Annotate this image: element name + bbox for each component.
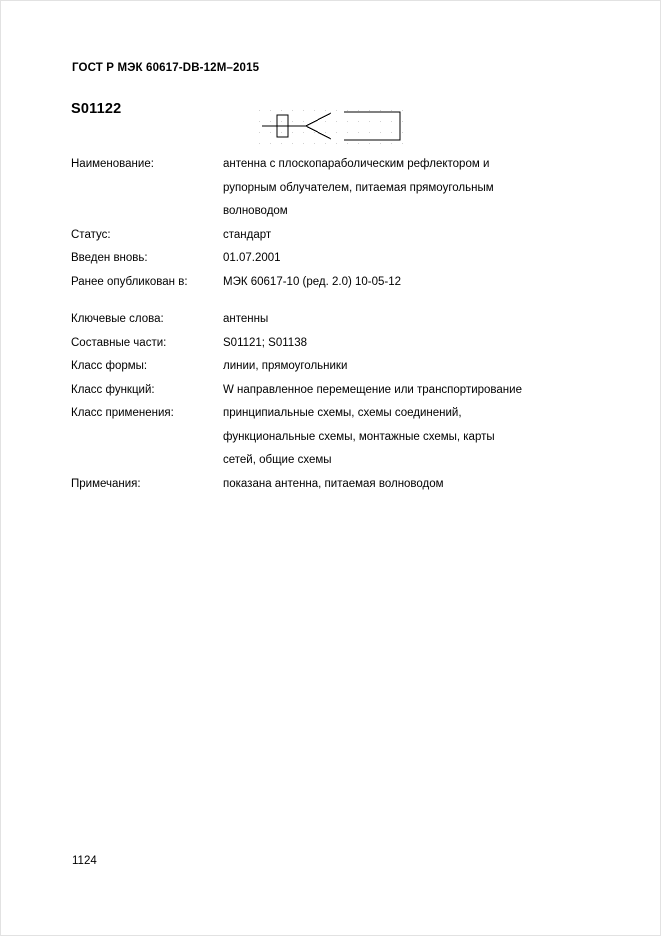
field-row-status: [71, 224, 611, 248]
field-label-introduced: Введен вновь:: [71, 252, 148, 264]
field-value-application-class-line-3: сетей, общие схемы: [223, 454, 332, 466]
field-value-application-class: [223, 402, 611, 473]
field-label-notes: Примечания:: [71, 477, 141, 490]
field-row-notes: [71, 473, 611, 497]
reflector-outline: [344, 112, 400, 140]
field-label-keywords: Ключевые слова:: [71, 313, 164, 325]
field-value-notes: показана антенна, питаемая волноводом: [223, 477, 444, 490]
field-value-name-line-3: волноводом: [223, 205, 288, 217]
field-row-previously-published: [71, 271, 611, 295]
field-label-components: Составные части:: [71, 336, 167, 349]
field-value-shape-class: линии, прямоугольники: [223, 360, 348, 372]
horn-upper-line: [306, 113, 331, 126]
field-label-previously-published: Ранее опубликован в:: [71, 275, 188, 288]
horn-lower-line: [306, 126, 331, 139]
field-value-application-class-line-2: функциональные схемы, монтажные схемы, карты: [223, 430, 495, 443]
field-row-application-class: [71, 402, 611, 473]
field-label-status: Статус:: [71, 228, 111, 241]
field-label-function-class: Класс функций:: [71, 383, 155, 396]
field-value-components: S01121; S01138: [223, 336, 307, 349]
field-value-name-line-2: рупорным облучателем, питаемая прямоугольным: [223, 181, 494, 194]
field-value-application-class-line-1: принципиальные схемы, схемы соединений,: [223, 407, 462, 419]
field-value-introduced: 01.07.2001: [223, 252, 281, 264]
field-value-status: стандарт: [223, 228, 272, 241]
page-number: 1124: [72, 855, 97, 867]
field-label-name: Наименование:: [71, 158, 154, 170]
field-value-function-class: W направленное перемещение или транспортирование: [223, 383, 522, 396]
antenna-symbol-drawing: [252, 103, 412, 147]
field-value-previously-published: МЭК 60617-10 (ред. 2.0) 10-05-12: [223, 275, 402, 288]
field-row-shape-class: [71, 355, 611, 379]
field-row-keywords: [71, 308, 611, 332]
field-value-keywords: антенны: [223, 313, 269, 325]
field-row-components: [71, 332, 611, 356]
field-row-function-class: [71, 379, 611, 403]
entry-field-list: [71, 153, 611, 496]
field-label-shape-class: Класс формы:: [71, 360, 148, 372]
field-row-introduced: [71, 247, 611, 271]
field-label-application-class: Класс применения:: [71, 407, 174, 419]
document-header-standard-number: ГОСТ Р МЭК 60617-DB-12M–2015: [72, 62, 260, 74]
field-value-name: [223, 153, 611, 224]
field-group-separator-1: [71, 294, 611, 308]
field-row-name: [71, 153, 611, 224]
entry-id-heading: S01122: [71, 101, 122, 117]
field-value-name-line-1: антенна с плоскопараболическим рефлектором и: [223, 158, 490, 170]
antenna-symbol-figure: [252, 103, 412, 147]
